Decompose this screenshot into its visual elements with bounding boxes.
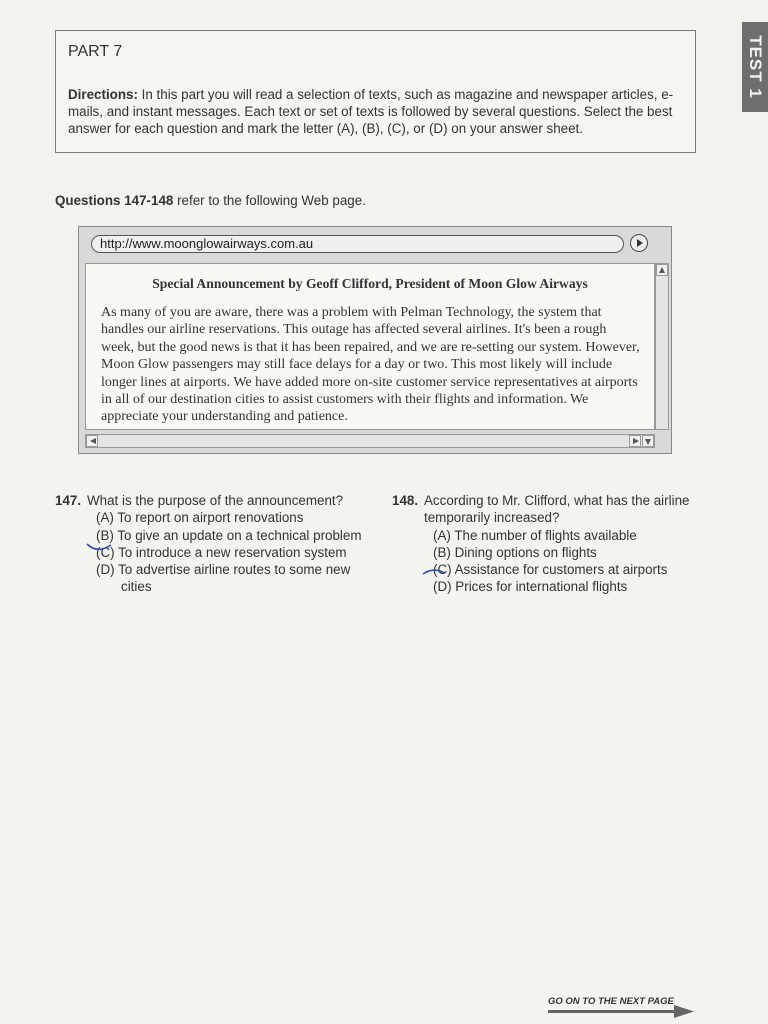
option-b[interactable]: (B) To give an update on a technical problem [96, 527, 362, 543]
announcement-body: As many of you are aware, there was a problem with Pelman Technology, the system that handles our airline reservations. This outage has affected several airlines. It's been a rough week, but the good news is that it has been repaired, and we are re-setting our system. However, Moon Glow passengers may still face delays for a day or two. This most likely will include longer lines at airports. We have added more on-site customer service representatives at airports in all of our destination cities to assist customers with their flights and information. We appreciate your understanding and patience. [101, 305, 640, 425]
questions-intro [55, 193, 366, 208]
questions-intro-text: refer to the following Web page. [173, 193, 366, 208]
question-148 [392, 492, 692, 596]
option-c[interactable]: (C) Assistance for customers at airports [433, 562, 668, 578]
scroll-right-icon[interactable] [629, 435, 641, 447]
scroll-down-icon[interactable] [642, 435, 654, 447]
vertical-scrollbar[interactable] [655, 263, 669, 430]
play-arrow-icon[interactable] [630, 234, 648, 252]
option-b[interactable]: (B) Dining options on flights [433, 544, 597, 560]
directions-label: Directions: [68, 87, 138, 102]
option-d[interactable]: (D) Prices for international flights [433, 579, 628, 595]
pen-mark-b [85, 540, 115, 554]
directions-box [55, 30, 696, 153]
test-tab-label: TEST 1 [746, 35, 765, 99]
question-148-stem [392, 492, 692, 527]
option-a[interactable]: (A) To report on airport renovations [96, 510, 304, 526]
web-page-window [78, 226, 672, 454]
question-147-stem [55, 492, 375, 509]
url-bar[interactable]: http://www.moonglowairways.com.au [91, 235, 624, 253]
pen-mark-c [421, 565, 449, 579]
announcement-title: Special Announcement by Geoff Clifford, President of Moon Glow Airways [152, 276, 588, 291]
scroll-up-icon[interactable] [656, 264, 668, 276]
part-title: PART 7 [68, 43, 123, 60]
horizontal-scrollbar[interactable] [85, 434, 655, 448]
right-arrow-icon [548, 1005, 696, 1019]
option-c[interactable]: (C) To introduce a new reservation system [96, 544, 347, 560]
question-number: 148. [392, 493, 419, 508]
scroll-left-icon[interactable] [86, 435, 98, 447]
option-a[interactable]: (A) The number of flights available [433, 527, 637, 543]
option-d[interactable]: (D) To advertise airline routes to some new cities [96, 562, 351, 595]
next-page-label: GO ON TO THE NEXT PAGE [548, 996, 674, 1007]
question-number: 147. [55, 493, 82, 508]
directions-text: In this part you will read a selection of texts, such as magazine and newspaper articles, e-mails, and instant messages. Each text or set of texts is followed by several questions. Select the best answer for each question and mark the letter (A), (B), (C), or (D) on your answer sheet. [68, 87, 674, 136]
test-tab [742, 22, 768, 112]
question-text: According to Mr. Clifford, what has the airline temporarily increased? [424, 493, 690, 526]
directions [68, 86, 688, 137]
question-text: What is the purpose of the announcement? [87, 493, 344, 508]
questions-range: Questions 147-148 [55, 193, 174, 208]
web-page-content [85, 263, 655, 430]
